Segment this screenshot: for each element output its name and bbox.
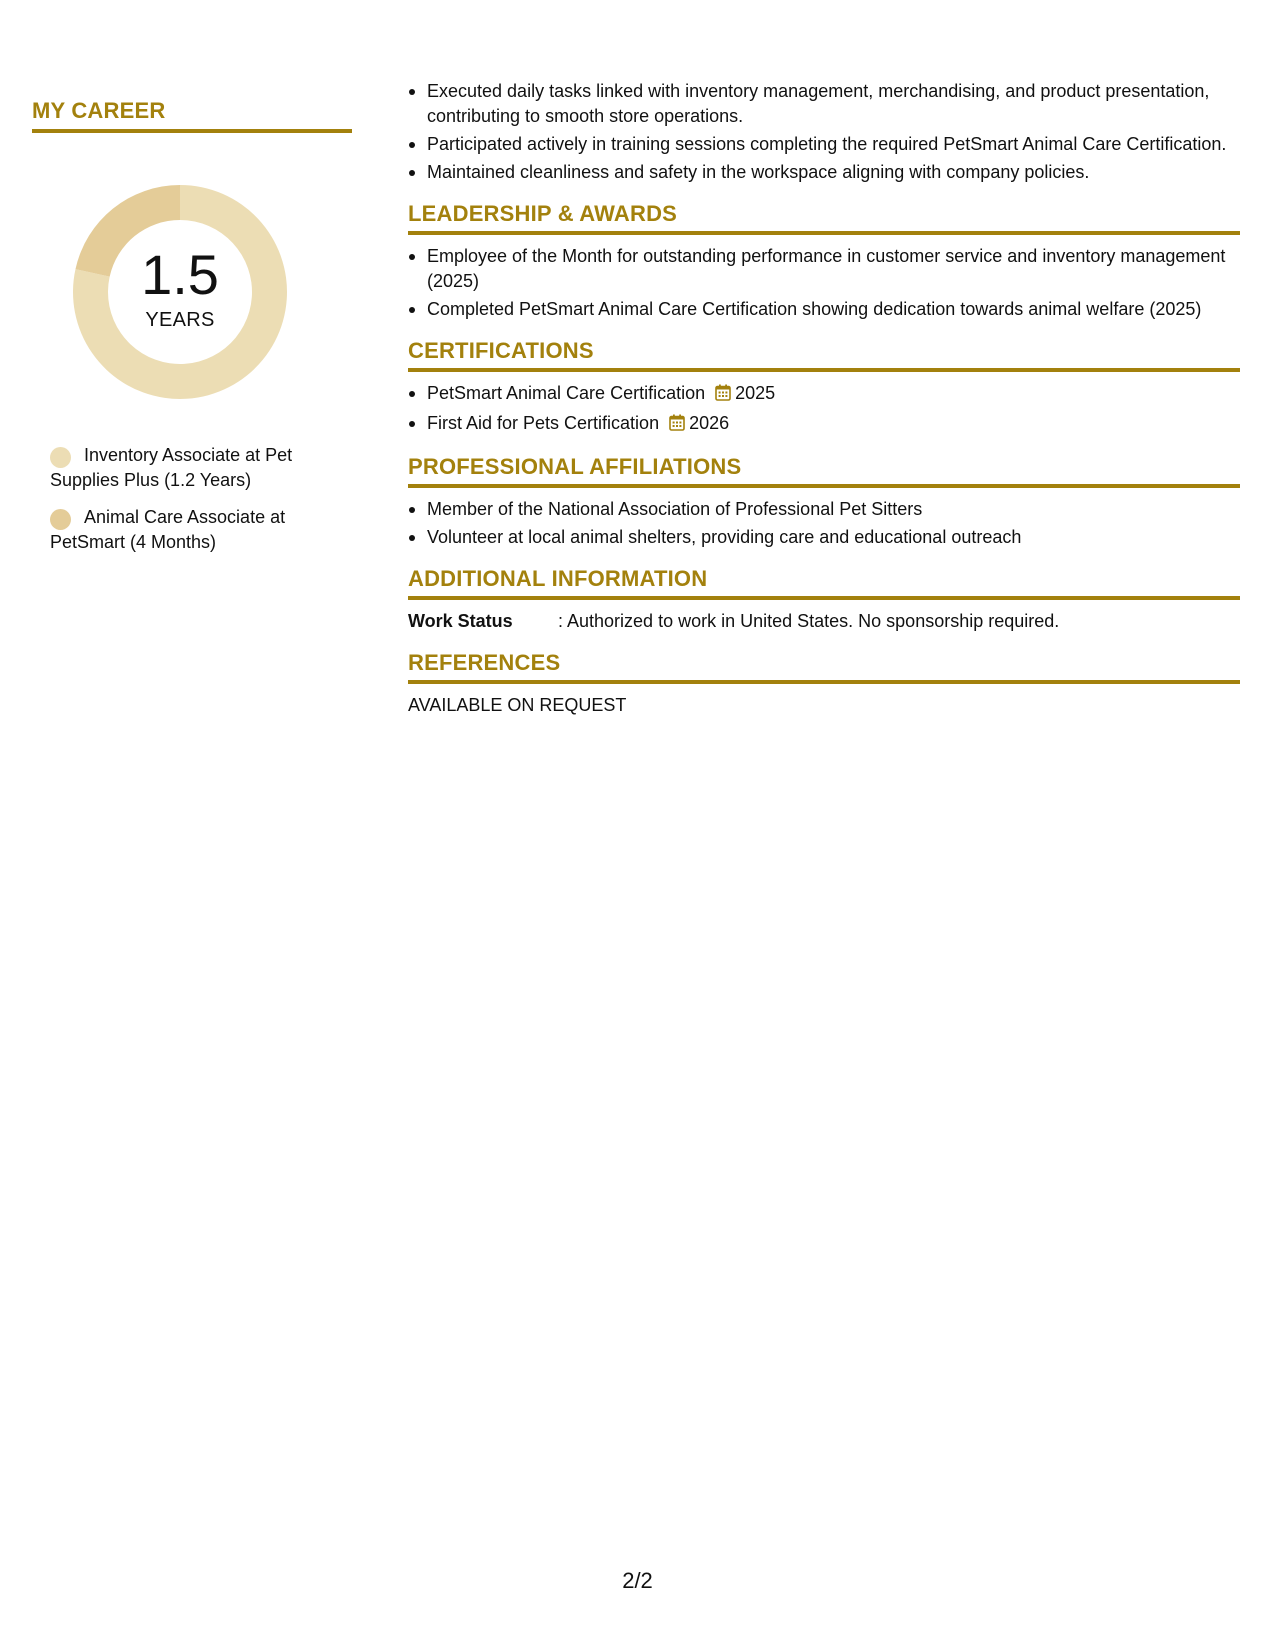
certification-year: 2026 [689,413,730,433]
legend-dot [50,447,71,468]
references-section [408,650,1240,718]
additional-info-section [408,566,1240,634]
career-total-unit: YEARS [145,308,215,331]
list-item: Participated actively in training sessions completing the required PetSmart Animal Care Certification. [408,132,1240,157]
leadership-heading: LEADERSHIP & AWARDS [408,201,1240,235]
legend-label: Animal Care Associate at PetSmart (4 Months) [50,507,286,552]
list-item [408,411,1240,438]
calendar-icon [715,383,731,408]
donut-center [65,177,295,407]
career-sidebar [32,98,352,567]
certification-name: PetSmart Animal Care Certification [427,383,706,403]
affiliations-section [408,454,1240,550]
additional-info-heading: ADDITIONAL INFORMATION [408,566,1240,600]
main-content [408,79,1240,718]
list-item: Maintained cleanliness and safety in the workspace aligning with company policies. [408,160,1240,185]
certifications-heading: CERTIFICATIONS [408,338,1240,372]
list-item: Employee of the Month for outstanding performance in customer service and inventory management (2025) [408,244,1240,294]
career-heading: MY CAREER [32,98,352,133]
list-item: Volunteer at local animal shelters, providing care and educational outreach [408,525,1240,550]
legend-item [50,443,320,493]
certification-year: 2025 [735,383,776,403]
work-status-row [408,609,1240,634]
list-item [408,381,1240,408]
work-status-label: Work Status [408,611,513,631]
list-item: Completed PetSmart Animal Care Certification showing dedication towards animal welfare (2025) [408,297,1240,322]
legend-dot [50,509,71,530]
list-item: Executed daily tasks linked with inventory management, merchandising, and product presentation, contributing to smooth store operations. [408,79,1240,129]
affiliations-heading: PROFESSIONAL AFFILIATIONS [408,454,1240,488]
certifications-list [408,381,1240,438]
list-item: Member of the National Association of Professional Pet Sitters [408,497,1240,522]
calendar-icon [669,413,685,438]
references-text: AVAILABLE ON REQUEST [408,695,627,715]
page-number: 2/2 [622,1568,653,1593]
leadership-list [408,244,1240,322]
leadership-section [408,201,1240,322]
career-donut-chart [65,177,295,407]
legend-item [50,505,320,555]
work-status-value: : Authorized to work in United States. No sponsorship required. [558,611,1060,631]
legend-label: Inventory Associate at Pet Supplies Plus (1.2 Years) [50,445,293,490]
certification-name: First Aid for Pets Certification [427,413,660,433]
experience-bullets [408,79,1240,185]
certifications-section [408,338,1240,438]
career-legend [50,443,320,555]
affiliations-list [408,497,1240,550]
career-total-years: 1.5 [141,242,219,306]
references-heading: REFERENCES [408,650,1240,684]
